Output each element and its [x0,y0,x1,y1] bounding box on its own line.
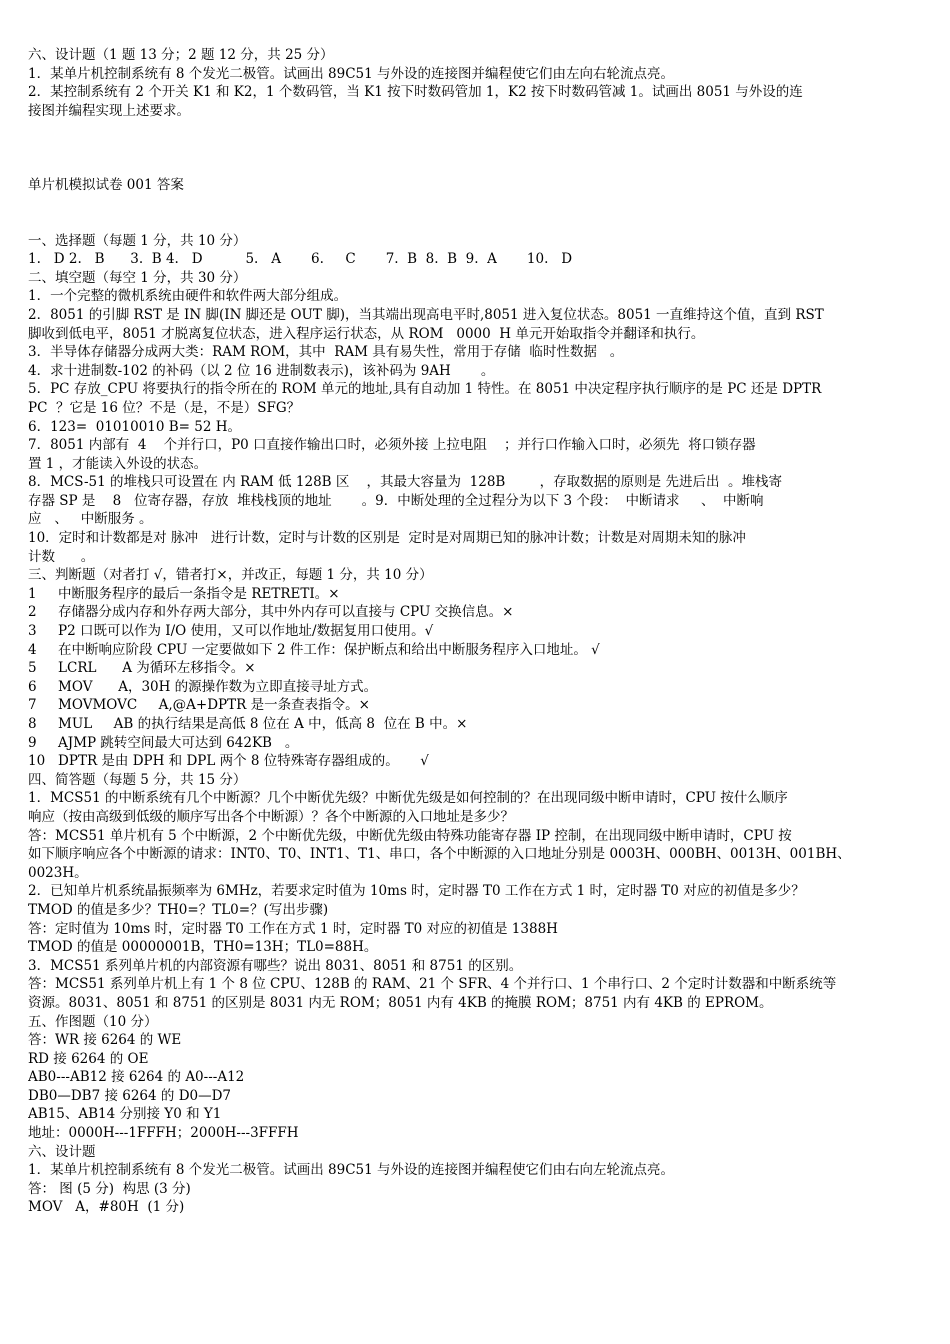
drawing-line: RD 接 6264 的 OE [28,1050,149,1067]
fill-line: 5．PC 存放_CPU 将要执行的指令所在的 ROM 单元的地址,具有自动加 1 特性。在 8051 中决定程序执行顺序的是 PC 还是 DPTR [28,381,822,398]
fill-line: 10．定时和计数都是对 脉冲 进行计数，定时与计数的区别是 定时是对周期已知的脉冲计数；计数是对周期未知的脉冲 [28,530,746,547]
fill-line: 2．8051 的引脚 RST 是 IN 脚(IN 脚还是 OUT 脚)，当其端出现高电平时,8051 进入复位状态。8051 一直维持这个值，直到 RST [28,306,824,323]
judge-item: 7 MOVMOVC A,@A+DPTR 是一条查表指令。× [28,697,370,714]
design-answer-line: 1．某单片机控制系统有 8 个发光二极管。试画出 89C51 与外设的连接图并编程使它们由右向左轮流点亮。 [28,1162,675,1179]
drawing-line: DB0—DB7 接 6264 的 D0—D7 [28,1087,232,1104]
short-answer-line: 0023H。 [28,864,88,881]
design-question-2-line-1: 2．某控制系统有 2 个开关 K1 和 K2，1 个数码管，当 K1 按下时数码管加 1，K2 按下时数码管减 1。试画出 8051 与外设的连 [28,84,803,101]
design-answer-line: 答： 图 (5 分) 构思 (3 分) [28,1180,191,1197]
fill-line: 6．123= 01010010 B= 52 H。 [28,418,242,435]
short-answer-line: 资源。8031、8051 和 8751 的区别是 8031 内无 ROM；8051 内有 4KB 的掩膜 ROM；8751 内有 4KB 的 EPROM。 [28,994,773,1011]
short-answer-line: 2．已知单片机系统晶振频率为 6MHz，若要求定时值为 10ms 时，定时器 T0 工作在方式 1 时，定时器 T0 对应的初值是多少？ [28,883,805,900]
answer-title: 单片机模拟试卷 001 答案 [28,176,184,193]
fill-line: 1．一个完整的微机系统由硬件和软件两大部分组成。 [28,288,348,305]
judge-item: 1 中断服务程序的最后一条指令是 RETRETI。× [28,585,340,602]
short-answer-line: 3．MCS51 系列单片机的内部资源有哪些？说出 8031、8051 和 8751 的区别。 [28,957,523,974]
short-answer-line: 答：MCS51 系列单片机上有 1 个 8 位 CPU、128B 的 RAM、21 个 SFR、4 个并行口、1 个串行口、2 个定时计数器和中断系统等 [28,976,837,993]
fill-line: 应 、 中断服务 。 [28,511,153,528]
judge-section-heading: 三、判断题（对者打 √，错者打×，并改正，每题 1 分，共 10 分） [28,567,433,584]
design-answer-section-heading: 六、设计题 [28,1143,96,1160]
fill-line: 8．MCS-51 的堆栈只可设置在 内 RAM 低 128B 区 ，其最大容量为 128B ，存取数据的原则是 先进后出 。堆栈寄 [28,474,783,491]
judge-item: 8 MUL AB 的执行结果是高低 8 位在 A 中，低高 8 位在 B 中。× [28,716,468,732]
drawing-line: 答：WR 接 6264 的 WE [28,1032,182,1049]
design-answer-line: MOV A，#80H (1 分) [28,1199,185,1216]
judge-item: 4 在中断响应阶段 CPU 一定要做如下 2 件工作：保护断点和给出中断服务程序入口地址。 √ [28,641,600,658]
fill-line: 7．8051 内部有 4 个并行口，P0 口直接作输出口时，必须外接 上拉电阻 ；并行口作输入口时，必须先 将口锁存器 [28,437,756,454]
short-answer-line: 答：MCS51 单片机有 5 个中断源，2 个中断优先级，中断优先级由特殊功能寄存器 IP 控制，在出现同级中断申请时，CPU 按 [28,827,792,844]
judge-item: 2 存储器分成内存和外存两大部分，其中外内存可以直接与 CPU 交换信息。× [28,604,514,621]
spacer [28,195,933,232]
fill-line: 4．求十进制数-102 的补码（以 2 位 16 进制数表示)，该补码为 9AH 。 [28,362,495,379]
design-question-1: 1．某单片机控制系统有 8 个发光二极管。试画出 89C51 与外设的连接图并编程使它们由左向右轮流点亮。 [28,65,675,82]
judge-item: 9 AJMP 跳转空间最大可达到 642KB 。 [28,734,299,751]
judge-item: 6 MOV A，30H 的源操作数为立即直接寻址方式。 [28,678,378,695]
judge-item: 5 LCRL A 为循环左移指令。× [28,660,256,677]
short-answer-line: 1．MCS51 的中断系统有几个中断源？几个中断优先级？中断优先级是如何控制的？在出现同级中断申请时，CPU 按什么顺序 [28,790,788,807]
drawing-line: 地址：0000H---1FFFH；2000H---3FFFH [28,1125,299,1142]
document-page [28,46,933,1217]
design-question-2-line-2: 接图并编程实现上述要求。 [28,102,190,119]
drawing-section-heading: 五、作图题（10 分） [28,1013,158,1030]
short-answer-line: TMOD 的值是多少？TH0=？TL0=？(写出步骤) [28,901,329,918]
choice-section-heading: 一、选择题（每题 1 分，共 10 分） [28,232,247,249]
fill-line: PC ？它是 16 位？不是（是，不是）SFG？ [28,399,301,416]
short-answer-line: TMOD 的值是 00000001B，TH0=13H；TL0=88H。 [28,939,378,956]
spacer [28,157,933,176]
short-answer-line: 响应（按由高级到低级的顺序写出各个中断源）？各个中断源的入口地址是多少？ [28,808,514,825]
fill-line: 存器 SP 是 8 位寄存器，存放 堆栈栈顶的地址 。9．中断处理的全过程分为以下 3 个段： 中断请求 、 中断响 [28,492,764,509]
short-answer-line: 如下顺序响应各个中断源的请求：INT0、T0、INT1、T1、串口，各个中断源的入口地址分别是 0003H、000BH、0013H、001BH、 [28,846,851,863]
fill-line: 计数 。 [28,548,95,565]
fill-line: 脚收到低电平，8051 才脱离复位状态，进入程序运行状态，从 ROM 0000 H 单元开始取指令并翻译和执行。 [28,325,705,342]
judge-item: 3 P2 口既可以作为 I/O 使用，又可以作地址/数据复用口使用。√ [28,623,434,640]
drawing-line: AB15、AB14 分别接 Y0 和 Y1 [28,1106,222,1123]
fill-line: 3．半导体存储器分成两大类：RAM ROM，其中 RAM 具有易失性，常用于存储 临时性数据 。 [28,344,624,361]
choice-answers: 1. D 2. B 3. B 4. D 5. A 6. C 7. B 8. B 9. A 10. D [28,251,573,268]
judge-item: 10 DPTR 是由 DPH 和 DPL 两个 8 位特殊寄存器组成的。 √ [28,753,429,770]
fill-line: 置 1 ，才能读入外设的状态。 [28,455,208,472]
drawing-line: AB0---AB12 接 6264 的 A0---A12 [28,1069,245,1086]
fill-section-heading: 二、填空题（每空 1 分，共 30 分） [28,269,247,286]
short-answer-section-heading: 四、简答题（每题 5 分，共 15 分） [28,771,247,788]
short-answer-line: 答：定时值为 10ms 时，定时器 T0 工作在方式 1 时，定时器 T0 对应的初值是 1388H [28,920,558,937]
design-section-heading: 六、设计题（1 题 13 分；2 题 12 分，共 25 分） [28,47,334,63]
spacer [28,120,933,157]
